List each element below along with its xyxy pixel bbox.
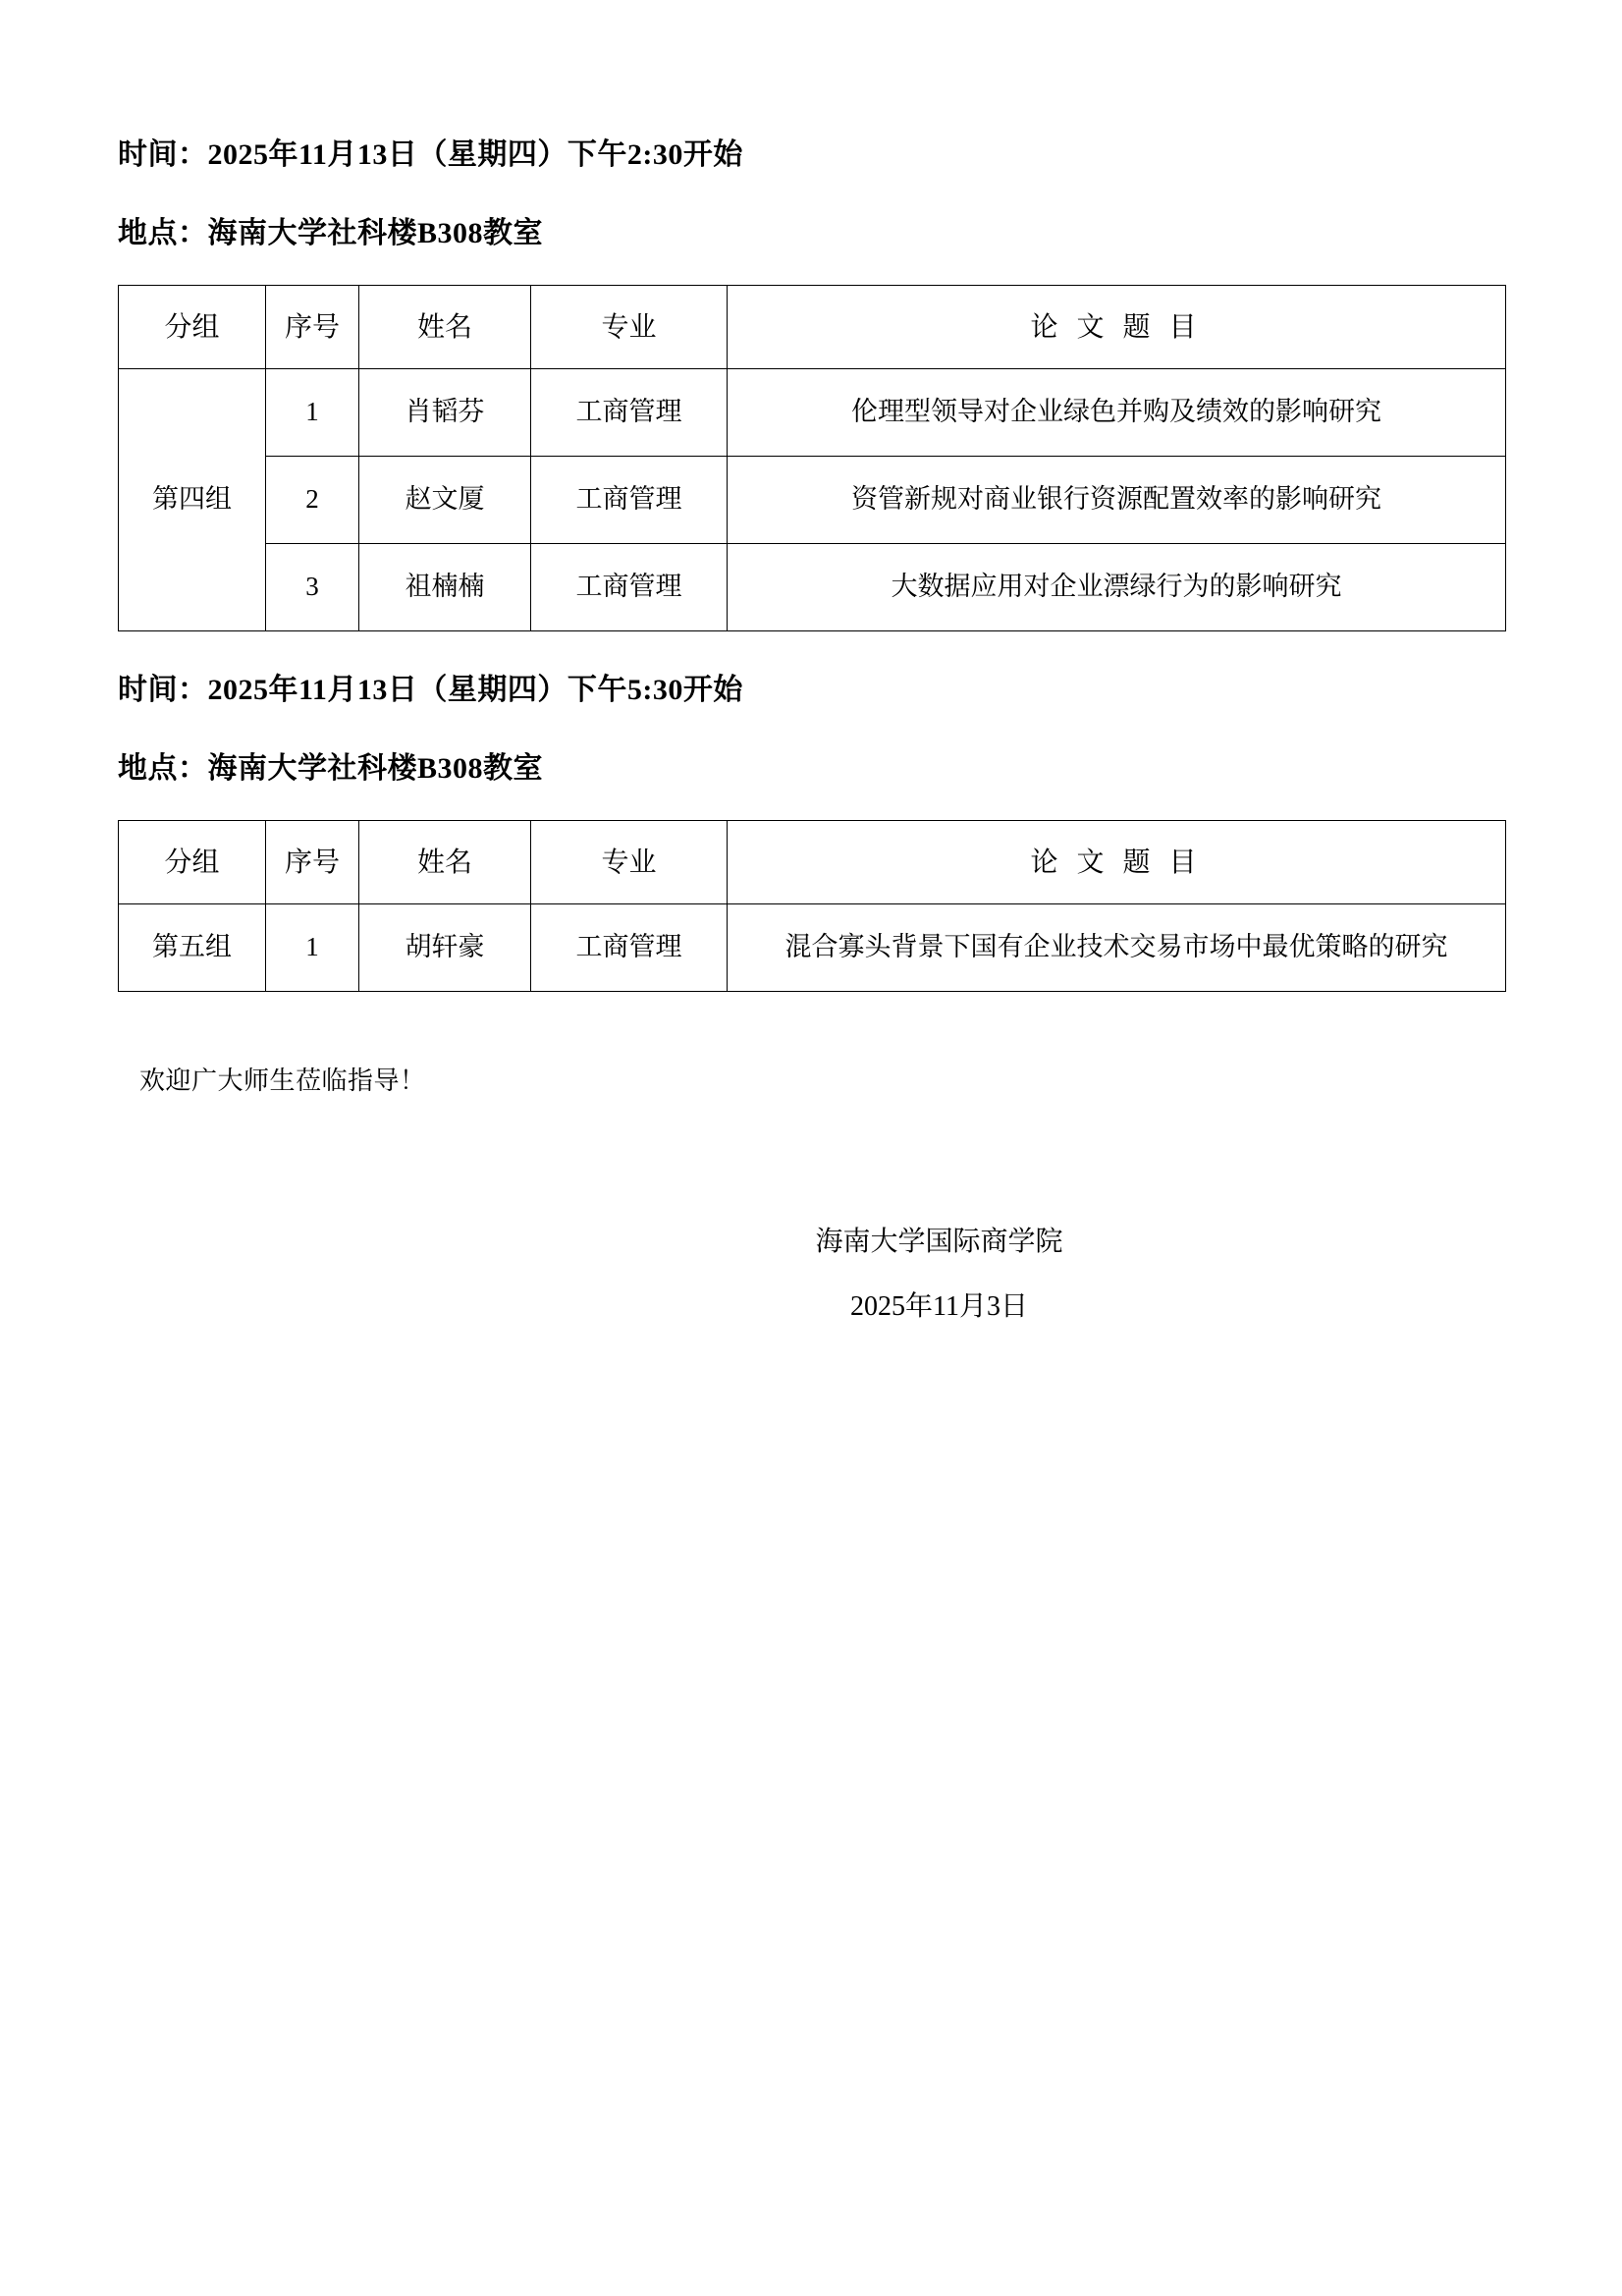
header-group: 分组 <box>119 286 266 369</box>
header-group: 分组 <box>119 821 266 904</box>
row-seq: 1 <box>266 369 359 457</box>
row-major: 工商管理 <box>531 544 728 631</box>
header-thesis-title: 论 文 题 目 <box>728 286 1506 369</box>
header-seq: 序号 <box>266 821 359 904</box>
table-header-row <box>119 821 1506 904</box>
header-major: 专业 <box>531 821 728 904</box>
spacer <box>118 1097 1504 1225</box>
row-seq: 1 <box>266 904 359 992</box>
row-name: 赵文厦 <box>359 457 531 544</box>
welcome-note: 欢迎广大师生莅临指导！ <box>139 1066 426 1095</box>
row-seq: 3 <box>266 544 359 631</box>
signature-date: 2025年11月3日 <box>850 1291 1028 1323</box>
table-row <box>119 457 1506 544</box>
row-major: 工商管理 <box>531 904 728 992</box>
header-thesis-title: 论 文 题 目 <box>728 821 1506 904</box>
signature-organization: 海南大学国际商学院 <box>815 1227 1063 1257</box>
table-header-row <box>119 286 1506 369</box>
row-name: 祖楠楠 <box>359 544 531 631</box>
row-title: 大数据应用对企业漂绿行为的影响研究 <box>728 544 1506 631</box>
spacer <box>118 631 1504 673</box>
row-major: 工商管理 <box>531 457 728 544</box>
table-row <box>119 544 1506 631</box>
session-1-table <box>118 285 1506 631</box>
header-seq: 序号 <box>266 286 359 369</box>
session-2-place: 地点：海南大学社科楼B308教室 <box>118 752 544 785</box>
row-title: 伦理型领导对企业绿色并购及绩效的影响研究 <box>728 369 1506 457</box>
header-name: 姓名 <box>359 286 531 369</box>
row-title: 混合寡头背景下国有企业技术交易市场中最优策略的研究 <box>728 904 1506 992</box>
signature-block <box>118 1225 1505 1326</box>
header-major: 专业 <box>531 286 728 369</box>
table-row <box>119 369 1506 457</box>
table-row <box>119 904 1506 992</box>
row-seq: 2 <box>266 457 359 544</box>
session-1-time: 时间：2025年11月13日（星期四）下午2:30开始 <box>118 138 743 171</box>
session-2-table <box>118 820 1506 992</box>
session-1-place: 地点：海南大学社科楼B308教室 <box>118 217 544 249</box>
row-major: 工商管理 <box>531 369 728 457</box>
spacer <box>118 992 1504 1061</box>
group-cell: 第五组 <box>119 904 266 992</box>
header-name: 姓名 <box>359 821 531 904</box>
row-name: 胡轩豪 <box>359 904 531 992</box>
group-cell: 第四组 <box>119 369 266 631</box>
spacer <box>118 1260 1505 1289</box>
row-title: 资管新规对商业银行资源配置效率的影响研究 <box>728 457 1506 544</box>
row-name: 肖韬芬 <box>359 369 531 457</box>
session-2-time: 时间：2025年11月13日（星期四）下午5:30开始 <box>118 674 743 706</box>
